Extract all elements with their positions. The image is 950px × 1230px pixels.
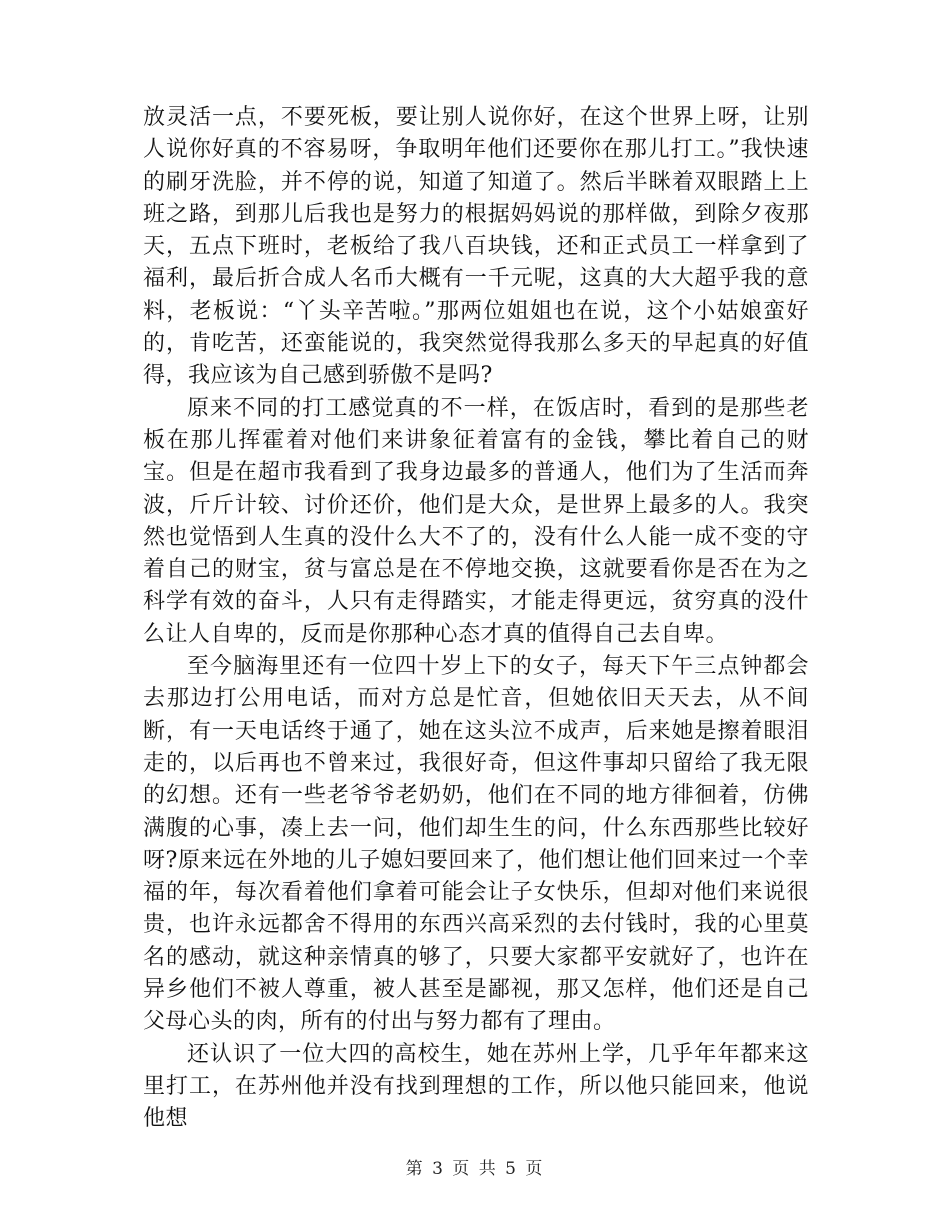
paragraph-1: 放灵活一点，不要死板，要让别人说你好，在这个世界上呀，让别人说你好真的不容易呀，争取明年他们还要你在那儿打工。”我快速的刷牙洗脸，并不停的说，知道了知道了。然后半眯着双眼踏上上班之路，到那儿后我也是努力的根据妈妈说的那样做，到除夕夜那天，五点下班时，老板给了我八百块钱，还和正式员工一样拿到了福利，最后折合成人名币大概有一千元呢，这真的大大超乎我的意料，老板说：“丫头辛苦啦。”那两位姐姐也在说，这个小姑娘蛮好的，肯吃苦，还蛮能说的，我突然觉得我那么多天的早起真的好值得，我应该为自己感到骄傲不是吗? [143, 105, 809, 389]
paragraph-3: 至今脑海里还有一位四十岁上下的女子，每天下午三点钟都会去那边打公用电话，而对方总是忙音，但她依旧天天去，从不间断，有一天电话终于通了，她在这头泣不成声，后来她是擦着眼泪走的，以后再也不曾来过，我很好奇，但这件事却只留给了我无限的幻想。还有一些老爷爷老奶奶，他们在不同的地方徘徊着，仿佛满腹的心事，凑上去一问，他们却生生的问，什么东西那些比较好呀?原来远在外地的儿子媳妇要回来了，他们想让他们回来过一个幸福的年，每次看着他们拿着可能会让子女快乐，但却对他们来说很贵，也许永远都舍不得用的东西兴高采烈的去付钱时，我的心里莫名的感动，就这种亲情真的够了，只要大家都平安就好了，也许在异乡他们不被人尊重，被人甚至是鄙视，那又怎样，他们还是自己父母心头的肉，所有的付出与努力都有了理由。 [143, 654, 809, 1035]
page-footer: 第 3 页 共 5 页 [405, 1159, 545, 1179]
paragraph-4: 还认识了一位大四的高校生，她在苏州上学，几乎年年都来这里打工，在苏州他并没有找到理想的工作，所以他只能回来，他说他想 [143, 1041, 809, 1132]
paragraph-2: 原来不同的打工感觉真的不一样，在饭店时，看到的是那些老板在那儿挥霍着对他们来讲象征着富有的金钱，攀比着自己的财宝。但是在超市我看到了我身边最多的普通人，他们为了生活而奔波，斤斤计较、讨价还价，他们是大众，是世界上最多的人。我突然也觉悟到人生真的没什么大不了的，没有什么人能一成不变的守着自己的财宝，贫与富总是在不停地交换，这就要看你是否在为之科学有效的奋斗，人只有走得踏实，才能走得更远，贫穷真的没什么让人自卑的，反而是你那种心态才真的值得自己去自卑。 [143, 395, 809, 647]
body-text [143, 102, 809, 1136]
